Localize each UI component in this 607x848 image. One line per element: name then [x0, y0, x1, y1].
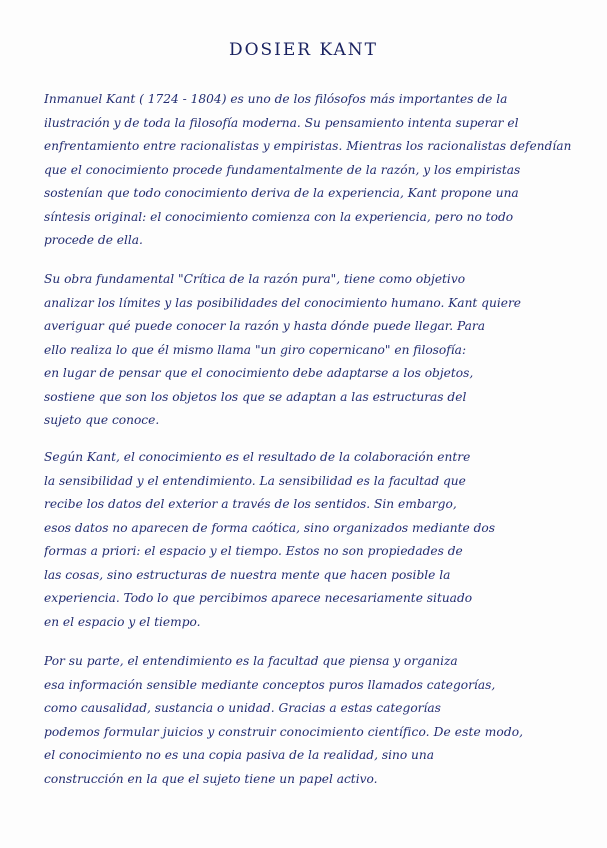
paragraph-line: el conocimiento no es una copia pasiva de la realidad, sino una	[44, 748, 434, 762]
paragraph-line: experiencia. Todo lo que percibimos aparece necesariamente situado	[44, 591, 473, 605]
paragraph-line: formas a priori: el espacio y el tiempo. Estos no son propiedades de	[44, 544, 463, 558]
paragraph-line: construcción en la que el sujeto tiene un papel activo.	[44, 771, 378, 786]
paragraph-line: síntesis original: el conocimiento comienza con la experiencia, pero no todo	[44, 209, 514, 224]
paragraph-line: enfrentamiento entre racionalistas y empiristas. Mientras los racionalistas defendían	[44, 139, 572, 153]
paragraph-line: sujeto que conoce.	[44, 413, 160, 427]
paragraph-line: en lugar de pensar que el conocimiento debe adaptarse a los objetos,	[44, 366, 474, 380]
paragraph-line: sostiene que son los objetos los que se adaptan a las estructuras del	[44, 389, 467, 404]
paragraph-line: averiguar qué puede conocer la razón y hasta dónde puede llegar. Para	[44, 319, 486, 333]
paragraph-line: analizar los límites y las posibilidades del conocimiento humano. Kant quiere	[44, 295, 521, 310]
paragraph-line: recibe los datos del exterior a través de los sentidos. Sin embargo,	[44, 497, 457, 511]
paragraph-4	[44, 650, 574, 791]
paragraph-3	[44, 446, 574, 634]
paragraph-line: procede de ella.	[44, 233, 143, 247]
paragraph-line: ilustración y de toda la filosofía moderna. Su pensamiento intenta superar el	[44, 115, 519, 130]
paragraph-line: podemos formular juicios y construir conocimiento científico. De este modo,	[44, 724, 524, 739]
paragraph-line: esos datos no aparecen de forma caótica, sino organizados mediante dos	[44, 520, 495, 535]
paragraph-line: las cosas, sino estructuras de nuestra mente que hacen posible la	[44, 567, 451, 582]
paragraph-line: en el espacio y el tiempo.	[44, 614, 201, 629]
page-title: DOSIER KANT	[228, 40, 379, 60]
paragraph-line: Según Kant, el conocimiento es el resultado de la colaboración entre	[44, 450, 471, 464]
paragraph-line: la sensibilidad y el entendimiento. La sensibilidad es la facultad que	[44, 473, 466, 488]
paragraph-2	[44, 268, 574, 433]
paragraph-line: sostenían que todo conocimiento deriva de la experiencia, Kant propone una	[44, 186, 519, 200]
paragraph-line: que el conocimiento procede fundamentalmente de la razón, y los empiristas	[44, 162, 521, 177]
paragraph-line: ello realiza lo que él mismo llama "un giro copernicano" en filosofía:	[44, 342, 467, 357]
paragraph-line: esa información sensible mediante conceptos puros llamados categorías,	[44, 677, 496, 692]
paragraph-line: como causalidad, sustancia o unidad. Gracias a estas categorías	[44, 701, 441, 715]
paragraph-line: Su obra fundamental "Crítica de la razón pura", tiene como objetivo	[44, 272, 466, 286]
paragraph-line: Inmanuel Kant ( 1724 - 1804) es uno de los filósofos más importantes de la	[44, 92, 508, 106]
paragraph-line: Por su parte, el entendimiento es la facultad que piensa y organiza	[44, 654, 458, 668]
paragraph-1	[44, 88, 574, 253]
